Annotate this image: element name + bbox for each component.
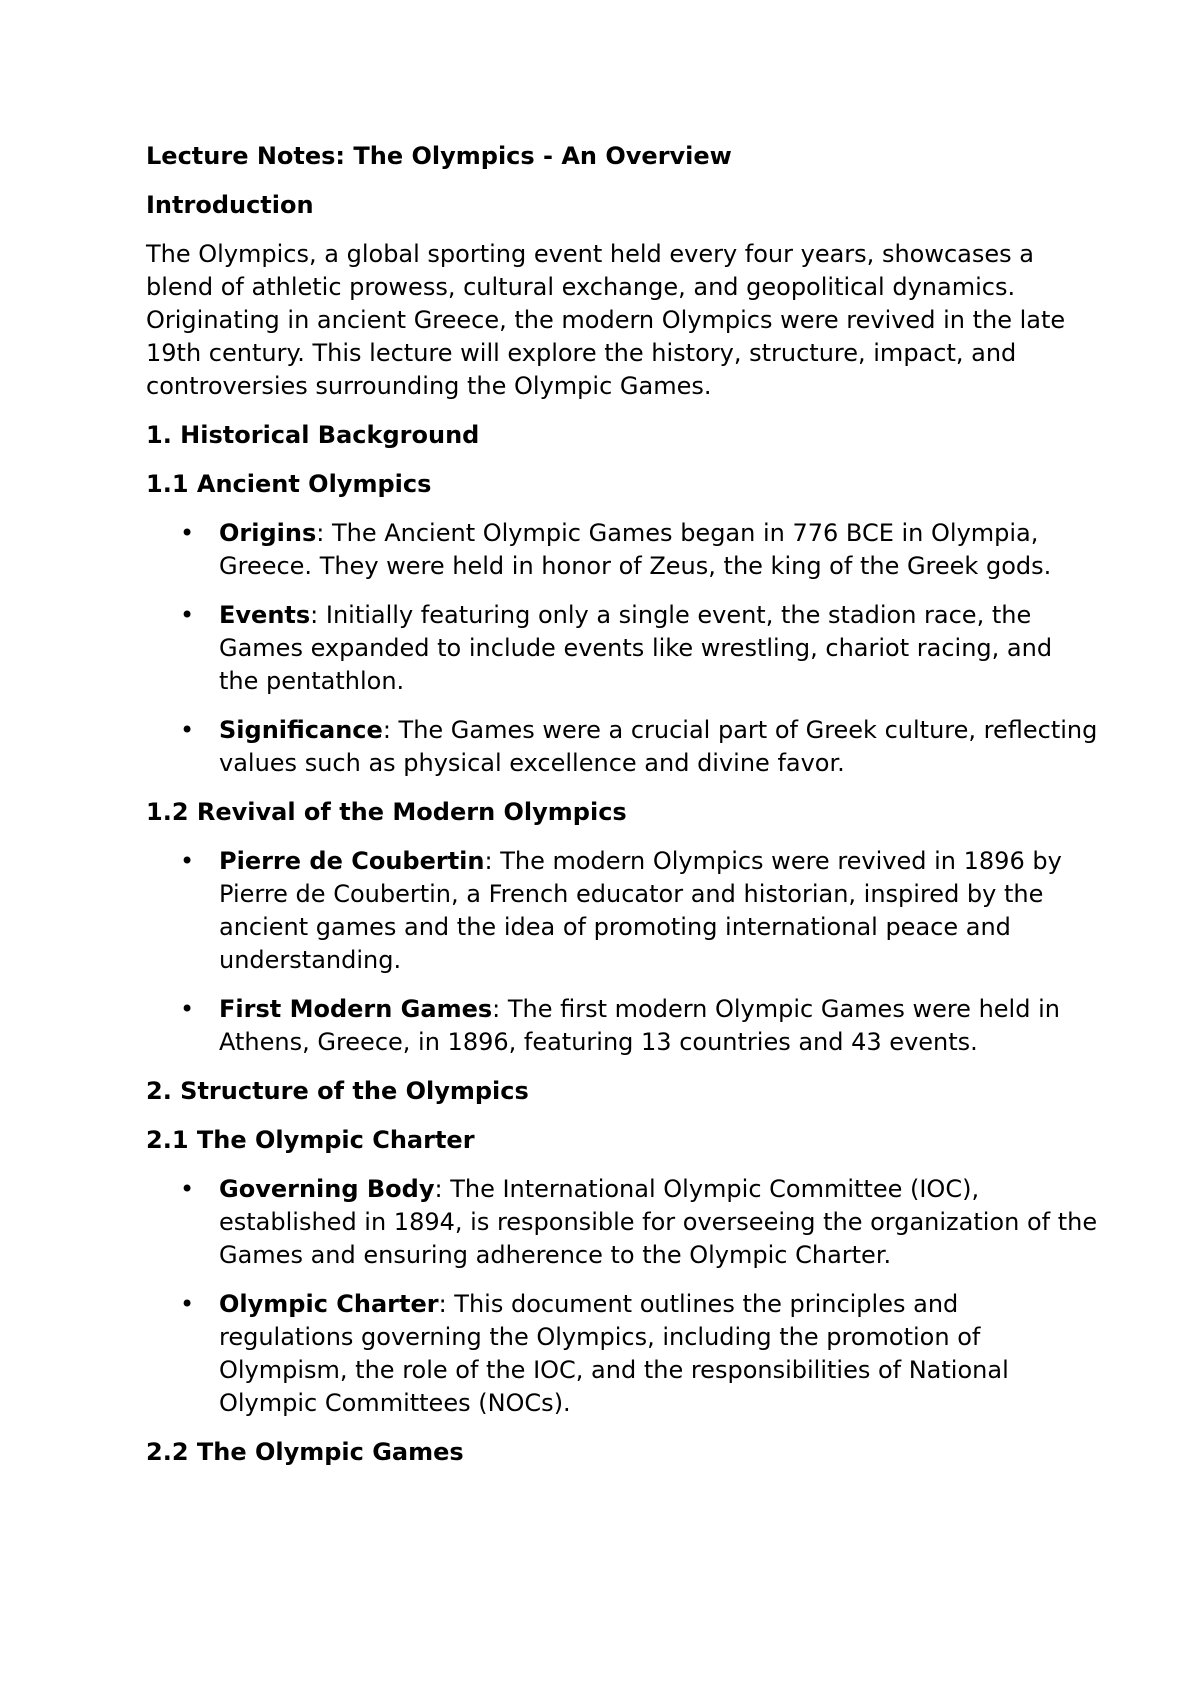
intro-heading: Introduction [146, 191, 314, 219]
item-term: Significance [219, 716, 383, 744]
item-text: : The modern Olympics were revived in 1896 by Pierre de Coubertin, a French educator and historian, inspired by the ancient games and the idea of promoting international peace and understanding. [219, 847, 1062, 974]
list-item [146, 1173, 1099, 1272]
section-2-1-list [146, 1173, 1098, 1420]
bullet-icon: • [180, 716, 195, 744]
bullet-icon: • [180, 1290, 195, 1318]
bullet-icon: • [180, 847, 195, 875]
list-item [146, 993, 1099, 1059]
item-term: Governing Body [219, 1175, 435, 1203]
item-text: : The first modern Olympic Games were held in Athens, Greece, in 1896, featuring 13 countries and 43 events. [219, 995, 1060, 1056]
bullet-icon: • [180, 1175, 195, 1203]
section-1-heading: 1. Historical Background [146, 421, 480, 449]
section-1-1-heading: 1.1 Ancient Olympics [146, 470, 432, 498]
item-text: : The Ancient Olympic Games began in 776 BCE in Olympia, Greece. They were held in honor of Zeus, the king of the Greek gods. [219, 519, 1052, 580]
item-term: Olympic Charter [219, 1290, 439, 1318]
list-item [146, 845, 1099, 977]
document-title: Lecture Notes: The Olympics - An Overview [146, 142, 732, 170]
item-term: Pierre de Coubertin [219, 847, 485, 875]
item-text: : The International Olympic Committee (IOC), established in 1894, is responsible for overseeing the organization of the Games and ensuring adherence to the Olympic Charter. [219, 1175, 1098, 1269]
bullet-icon: • [180, 995, 195, 1023]
section-2-2-heading: 2.2 The Olympic Games [146, 1438, 464, 1466]
item-text: : This document outlines the principles and regulations governing the Olympics, including the promotion of Olympism, the role of the IOC, and the responsibilities of National Olympic Committees (NOCs). [219, 1290, 1009, 1417]
document-page [146, 140, 1098, 1485]
section-1-1-list [146, 517, 1098, 780]
list-item [146, 517, 1099, 583]
item-term: First Modern Games [219, 995, 493, 1023]
intro-paragraph: The Olympics, a global sporting event held every four years, showcases a blend of athletic prowess, cultural exchange, and geopolitical dynamics. Originating in ancient Greece, the modern Olympics were revived in the late 19th century. This lecture will explore the history, structure, impact, and controversies surrounding the Olympic Games. [146, 240, 1066, 400]
bullet-icon: • [180, 601, 195, 629]
section-2-1-heading: 2.1 The Olympic Charter [146, 1126, 475, 1154]
list-item [146, 1288, 1099, 1420]
item-text: : The Games were a crucial part of Greek culture, reflecting values such as physical excellence and divine favor. [219, 716, 1098, 777]
bullet-icon: • [180, 519, 195, 547]
list-item [146, 714, 1099, 780]
list-item [146, 599, 1099, 698]
item-text: : Initially featuring only a single event, the stadion race, the Games expanded to include events like wrestling, chariot racing, and the pentathlon. [219, 601, 1053, 695]
item-term: Origins [219, 519, 317, 547]
section-1-2-list [146, 845, 1076, 1059]
section-2-heading: 2. Structure of the Olympics [146, 1077, 529, 1105]
item-term: Events [219, 601, 311, 629]
section-1-2-heading: 1.2 Revival of the Modern Olympics [146, 798, 627, 826]
